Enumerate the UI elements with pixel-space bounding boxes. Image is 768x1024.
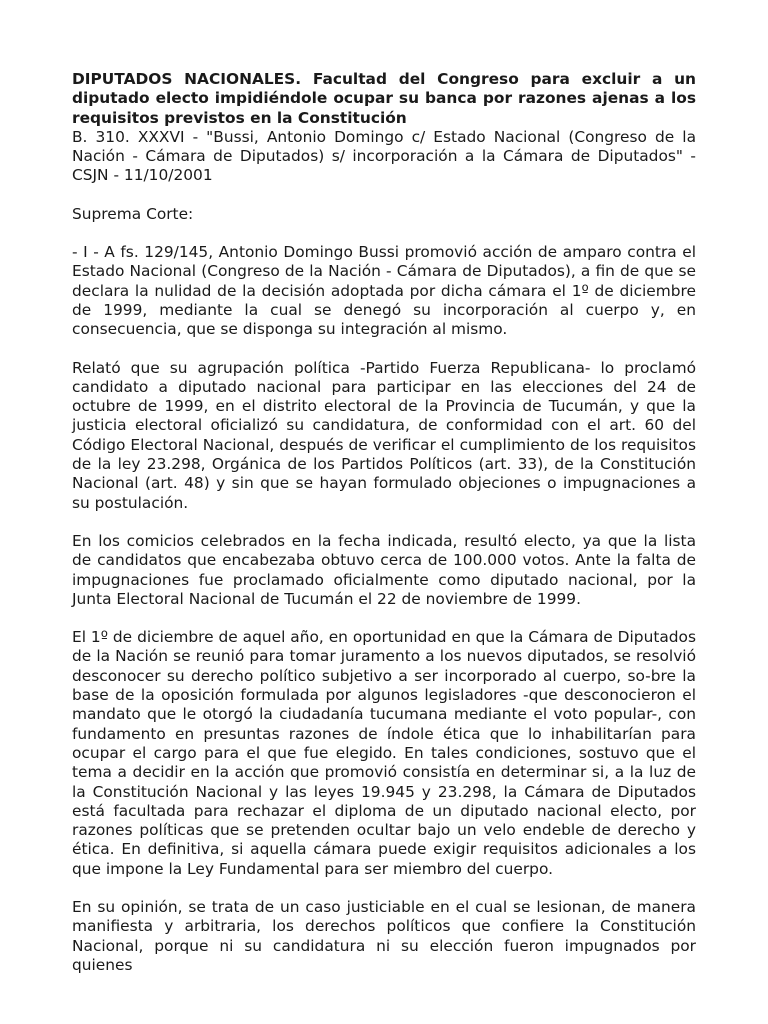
paragraph-1: - I - A fs. 129/145, Antonio Domingo Bussi promovió acción de amparo contra el Estado Nacional (Congreso de la Nación - Cámara de Diputados), a fin de que se declara la nulidad de la decisión adoptada por dicha cámara el 1º de diciembre de 1999, mediante la cual se denegó su incorporación al cuerpo y, en consecuencia, que se disponga su integración al mismo. xyxy=(72,243,696,339)
paragraph-4: El 1º de diciembre de aquel año, en oportunidad en que la Cámara de Diputados de la Nación se reunió para tomar juramento a los nuevos diputados, se resolvió desconocer su derecho político subjetivo a ser incorporado al cuerpo, so-bre la base de la oposición formulada por algunos legisladores -que desconocieron el mandato que le otorgó la ciudadanía tucumana mediante el voto popular-, con fundamento en presuntas razones de índole ética que lo inhabilitarían para ocupar el cargo para el que fue elegido. En tales condiciones, sostuvo que el tema a decidir en la acción que promovió consistía en determinar si, a la luz de la Constitución Nacional y las leyes 19.945 y 23.298, la Cámara de Diputados está facultada para rechazar el diploma de un diputado nacional electo, por razones políticas que se pretenden ocultar bajo un velo endeble de derecho y ética. En definitiva, si aquella cámara puede exigir requisitos adicionales a los que impone la Ley Fundamental para ser miembro del cuerpo. xyxy=(72,628,696,878)
document-page xyxy=(72,70,696,994)
salutation: Suprema Corte: xyxy=(72,204,194,223)
document-heading: DIPUTADOS NACIONALES. Facultad del Congreso para excluir a un diputado electo impidiéndole ocupar su banca por razones ajenas a los requisitos previstos en la Constitución xyxy=(72,70,696,127)
case-citation: B. 310. XXXVI - "Bussi, Antonio Domingo c/ Estado Nacional (Congreso de la Nación - Cámara de Diputados) s/ incorporación a la Cámara de Diputados" - CSJN - 11/10/2001 xyxy=(72,127,696,185)
paragraph-2: Relató que su agrupación política -Partido Fuerza Republicana- lo proclamó candidato a diputado nacional para participar en las elecciones del 24 de octubre de 1999, en el distrito electoral de la Provincia de Tucumán, y que la justicia electoral oficializó su candidatura, de conformidad con el art. 60 del Código Electoral Nacional, después de verificar el cumplimiento de los requisitos de la ley 23.298, Orgánica de los Partidos Políticos (art. 33), de la Constitución Nacional (art. 48) y sin que se hayan formulado objeciones o impugnaciones a su postulación. xyxy=(72,358,696,512)
paragraph-5: En su opinión, se trata de un caso justiciable en el cual se lesionan, de manera manifiesta y arbitraria, los derechos políticos que confiere la Constitución Nacional, porque ni su candidatura ni su elección fueron impugnados por quienes xyxy=(72,897,696,974)
paragraph-3: En los comicios celebrados en la fecha indicada, resultó electo, ya que la lista de candidatos que encabezaba obtuvo cerca de 100.000 votos. Ante la falta de impugnaciones fue proclamado oficialmente como diputado nacional, por la Junta Electoral Nacional de Tucumán el 22 de noviembre de 1999. xyxy=(72,531,696,608)
